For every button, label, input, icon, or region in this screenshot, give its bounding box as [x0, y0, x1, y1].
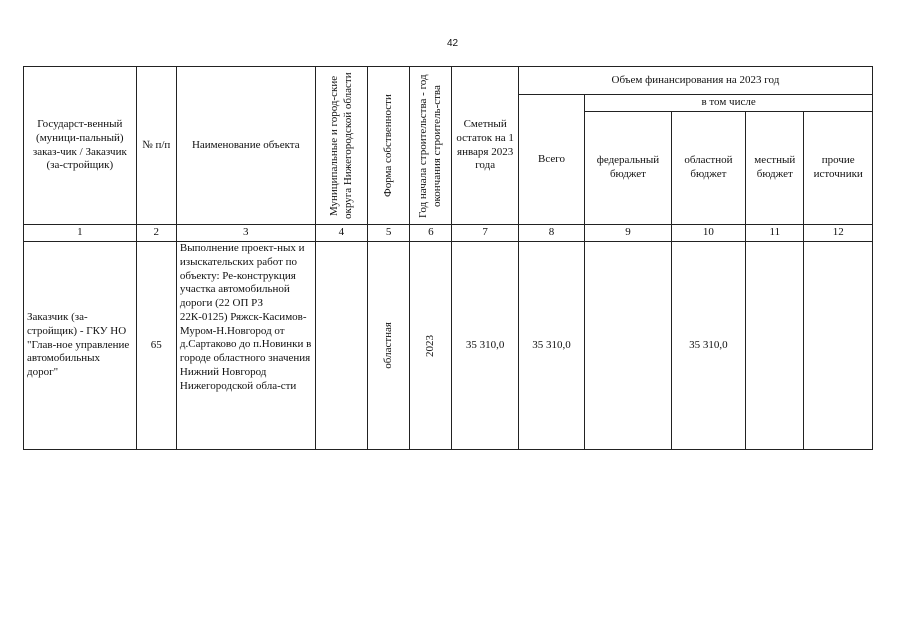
header-other: прочие источники: [804, 112, 873, 225]
header-total: Всего: [518, 95, 584, 225]
cell-remaining: 35 310,0: [452, 242, 518, 450]
column-number: 4: [315, 225, 367, 242]
cell-ownership: областная: [381, 322, 394, 369]
column-number: 1: [24, 225, 137, 242]
header-including: в том числе: [585, 95, 873, 112]
header-municipality: Муниципальные и город-ские округа Нижегородской области: [327, 72, 354, 219]
header-municipality-cell: [315, 67, 367, 225]
header-ownership: Форма собственности: [381, 94, 394, 197]
table-row: [24, 242, 873, 450]
cell-years-cell: [410, 242, 452, 450]
header-remaining: Сметный остаток на 1 января 2023 года: [452, 67, 518, 225]
header-object-name: Наименование объекта: [176, 67, 315, 225]
column-number: 12: [804, 225, 873, 242]
header-regional: областной бюджет: [671, 112, 745, 225]
cell-total: 35 310,0: [518, 242, 584, 450]
cell-ownership-cell: [367, 242, 409, 450]
cell-other: [804, 242, 873, 450]
page-number: 42: [446, 38, 459, 49]
header-years-cell: [410, 67, 452, 225]
header-years: Год начала строительства - год окончания строитель-ства: [417, 73, 443, 218]
header-customer: Государст-венный (муници-пальный) заказ-чик / Заказчик (за-стройщик): [24, 67, 137, 225]
cell-regional: 35 310,0: [671, 242, 745, 450]
cell-number: 65: [136, 242, 176, 450]
header-ownership-cell: [367, 67, 409, 225]
column-number: 6: [410, 225, 452, 242]
column-number-row: [24, 225, 873, 242]
header-financing: Объем финансирования на 2023 год: [518, 67, 872, 95]
header-local: местный бюджет: [746, 112, 804, 225]
financing-table: [23, 66, 873, 450]
column-number: 7: [452, 225, 518, 242]
cell-customer: Заказчик (за-стройщик) - ГКУ НО "Глав-ное управление автомобильных дорог": [24, 242, 137, 450]
cell-local: [746, 242, 804, 450]
column-number: 5: [367, 225, 409, 242]
header-federal: федеральный бюджет: [585, 112, 672, 225]
column-number: 9: [585, 225, 672, 242]
cell-municipality: [315, 242, 367, 450]
column-number: 8: [518, 225, 584, 242]
cell-years: 2023: [423, 334, 436, 357]
column-number: 10: [671, 225, 745, 242]
column-number: 3: [176, 225, 315, 242]
cell-object-name: Выполнение проект-ных и изыскательских работ по объекту: Ре-конструкция участка автомобильной дороги (22 ОП РЗ 22К-0125) Ряжск-Касимов-Муром-Н.Новгород от д.Сартаково до п.Новинки в городе областного значения Нижний Новгород Нижегородской обла-сти: [176, 242, 315, 450]
column-number: 2: [136, 225, 176, 242]
header-number: № п/п: [136, 67, 176, 225]
column-number: 11: [746, 225, 804, 242]
cell-federal: [585, 242, 672, 450]
